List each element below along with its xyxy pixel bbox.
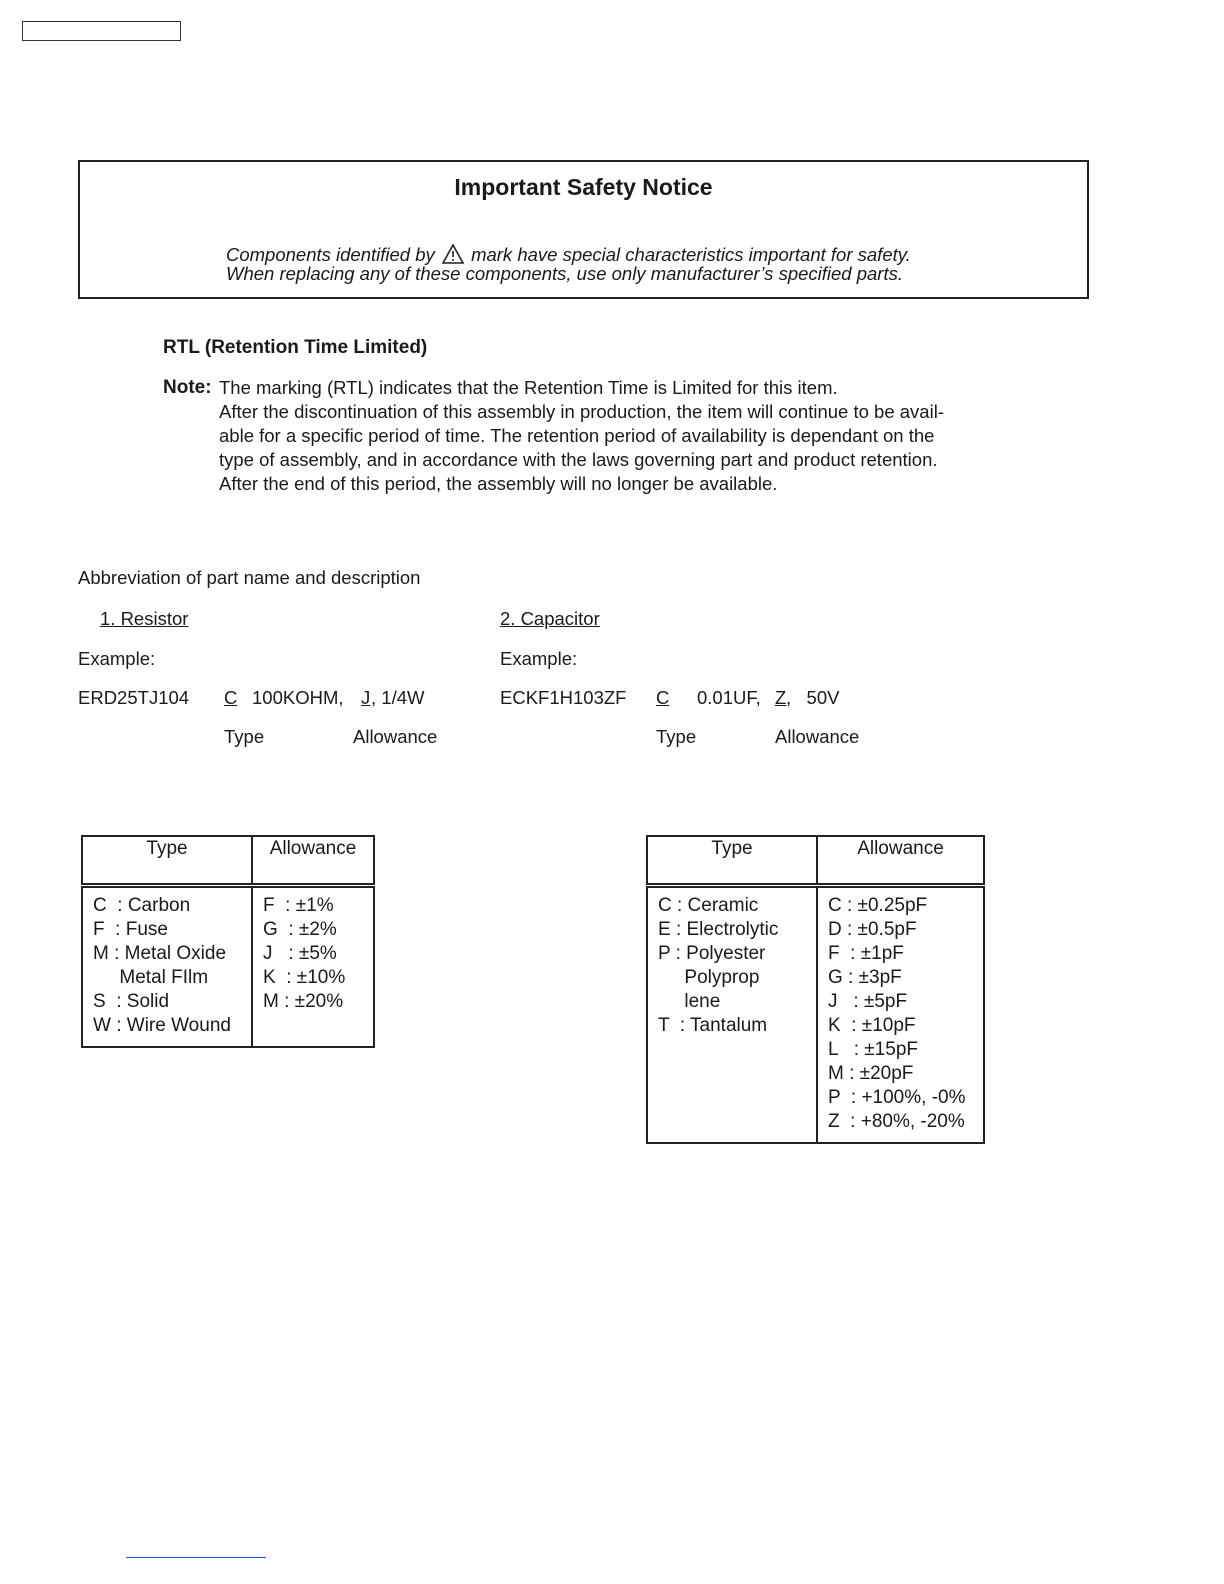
safety-notice-text-after: mark have special characteristics important for safety. xyxy=(471,244,911,265)
note-line-5: After the end of this period, the assembly will no longer be available. xyxy=(219,473,778,494)
capacitor-type-code: C xyxy=(656,687,670,708)
resistor-allowance-entry: K : ±10% xyxy=(263,967,346,988)
capacitor-allowance-entry: G : ±3pF xyxy=(828,967,902,988)
resistor-table-header-allowance: Allowance xyxy=(252,836,374,886)
resistor-type-label: Type xyxy=(224,726,265,747)
resistor-allowance-cell xyxy=(252,886,374,1048)
capacitor-value: 0.01UF, xyxy=(697,687,761,708)
footer-link-rule xyxy=(126,1557,266,1558)
capacitor-tolerance-code: Z xyxy=(775,687,787,708)
capacitor-type-cell xyxy=(647,886,817,1144)
resistor-allowance-label: Allowance xyxy=(353,726,438,747)
resistor-type-entry: S : Solid xyxy=(93,991,170,1012)
capacitor-example-label: Example: xyxy=(500,648,578,669)
capacitor-type-label: Type xyxy=(656,726,697,747)
resistor-type-entry: Metal FIlm xyxy=(93,967,209,988)
safety-notice-line-2: When replacing any of these components, use only manufacturer’s specified parts. xyxy=(226,263,903,284)
capacitor-type-entry: lene xyxy=(658,991,721,1012)
resistor-allowance-entry: M : ±20% xyxy=(263,991,344,1012)
note-line-1: The marking (RTL) indicates that the Retention Time is Limited for this item. xyxy=(219,377,838,398)
resistor-type-entry: C : Carbon xyxy=(93,895,191,916)
resistor-code-table xyxy=(81,835,375,1048)
resistor-type-entry: M : Metal Oxide xyxy=(93,943,227,964)
resistor-allowance-entry: J : ±5% xyxy=(263,943,337,964)
resistor-section-title: 1. Resistor xyxy=(100,608,189,629)
capacitor-part-number: ECKF1H103ZF xyxy=(500,687,627,708)
capacitor-allowance-entry: C : ±0.25pF xyxy=(828,895,928,916)
capacitor-allowance-entry: F : ±1pF xyxy=(828,943,904,964)
capacitor-allowance-entry: D : ±0.5pF xyxy=(828,919,917,940)
capacitor-code-table xyxy=(646,835,985,1144)
resistor-tolerance-code: J xyxy=(361,687,371,708)
note-line-2: After the discontinuation of this assembly in production, the item will continue to be avail- xyxy=(219,401,944,422)
safety-notice-box xyxy=(78,160,1089,299)
resistor-value: 100KOHM, xyxy=(252,687,344,708)
resistor-type-entry: F : Fuse xyxy=(93,919,168,940)
capacitor-table-header-allowance: Allowance xyxy=(817,836,984,886)
capacitor-allowance-entry: J : ±5pF xyxy=(828,991,908,1012)
resistor-rating: , 1/4W xyxy=(371,687,425,708)
safety-notice-text-before: Components identified by xyxy=(226,244,435,265)
resistor-allowance-entry: G : ±2% xyxy=(263,919,337,940)
resistor-allowance-entry: F : ±1% xyxy=(263,895,334,916)
capacitor-allowance-entry: Z : +80%, -20% xyxy=(828,1111,965,1132)
capacitor-allowance-entry: P : +100%, -0% xyxy=(828,1087,966,1108)
safety-notice-title: Important Safety Notice xyxy=(454,174,713,200)
header-label-box xyxy=(22,21,181,41)
resistor-part-number: ERD25TJ104 xyxy=(78,687,190,708)
resistor-example-label: Example: xyxy=(78,648,156,669)
capacitor-allowance-entry: L : ±15pF xyxy=(828,1039,918,1060)
capacitor-allowance-entry: K : ±10pF xyxy=(828,1015,916,1036)
capacitor-type-entry: T : Tantalum xyxy=(658,1015,768,1036)
note-label: Note: xyxy=(163,377,212,398)
capacitor-section-title: 2. Capacitor xyxy=(500,608,600,629)
capacitor-allowance-cell xyxy=(817,886,984,1144)
capacitor-type-entry: Polyprop xyxy=(658,967,760,988)
capacitor-rating: , 50V xyxy=(786,687,840,708)
capacitor-type-entry: E : Electrolytic xyxy=(658,919,779,940)
capacitor-type-entry: C : Ceramic xyxy=(658,895,759,916)
resistor-type-entry: W : Wire Wound xyxy=(93,1015,231,1036)
note-line-3: able for a specific period of time. The retention period of availability is dependant on the xyxy=(219,425,935,446)
note-line-4: type of assembly, and in accordance with the laws governing part and product retention. xyxy=(219,449,938,470)
capacitor-allowance-label: Allowance xyxy=(775,726,860,747)
resistor-type-cell xyxy=(82,886,252,1048)
rtl-heading: RTL (Retention Time Limited) xyxy=(163,337,428,358)
resistor-table-header-type: Type xyxy=(82,836,252,886)
resistor-type-code: C xyxy=(224,687,238,708)
abbreviation-heading: Abbreviation of part name and description xyxy=(78,567,421,588)
capacitor-type-entry: P : Polyester xyxy=(658,943,766,964)
capacitor-table-header-type: Type xyxy=(647,836,817,886)
capacitor-allowance-entry: M : ±20pF xyxy=(828,1063,914,1084)
